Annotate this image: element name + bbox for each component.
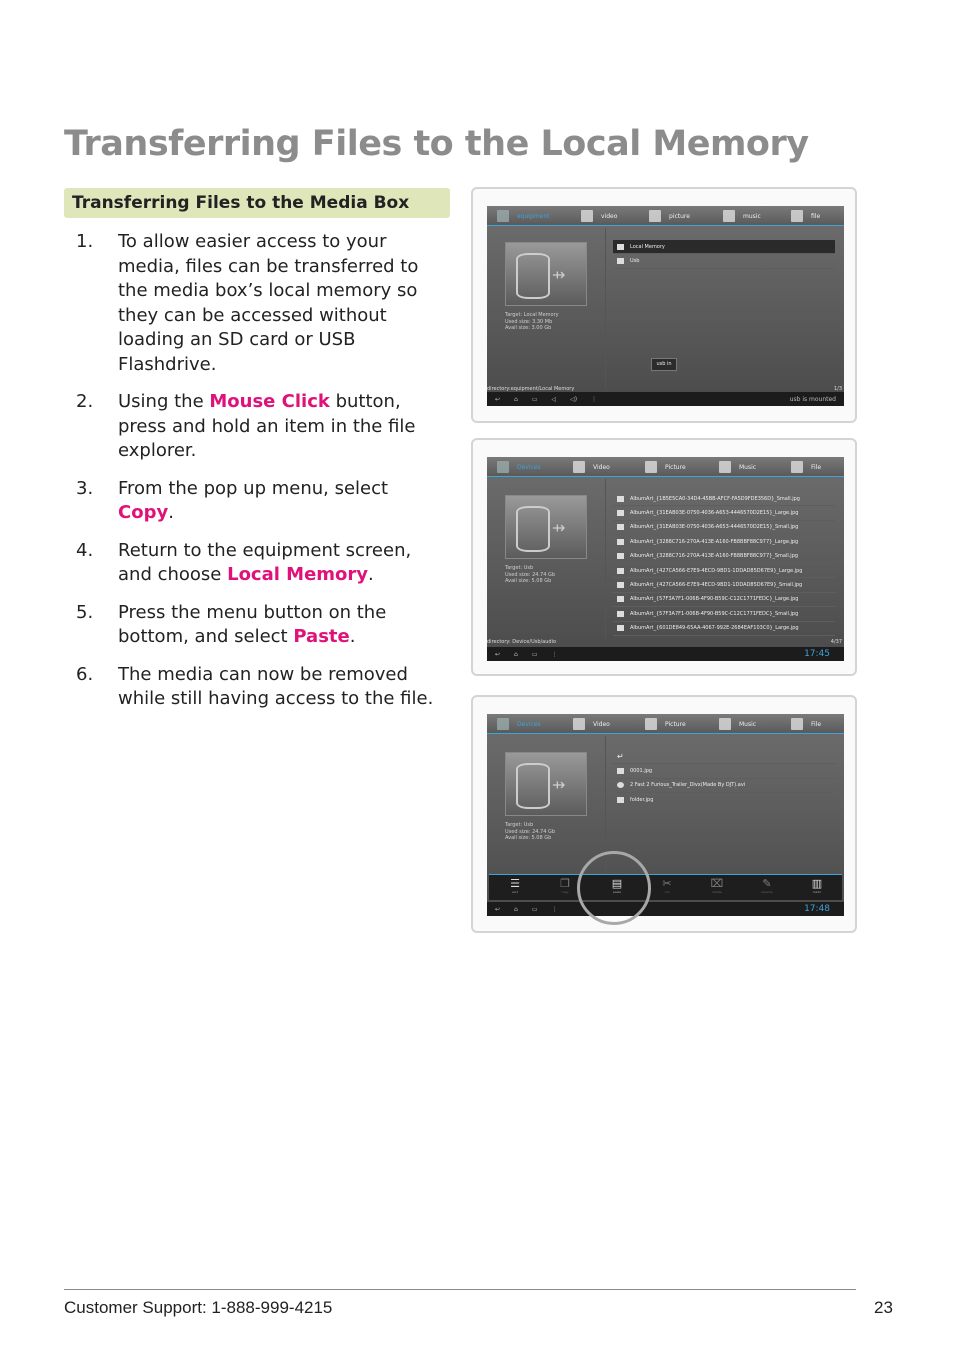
- pencil-icon: ✎: [762, 877, 772, 890]
- step-text-end: .: [168, 502, 174, 523]
- step-number: 1.: [76, 231, 94, 252]
- image-file-icon: [617, 797, 624, 803]
- image-file-icon: [617, 496, 624, 502]
- file-list: [613, 492, 835, 636]
- tab-video[interactable]: video: [581, 206, 617, 226]
- image-file-icon: [617, 611, 624, 617]
- paste-menu-screen: [487, 714, 844, 916]
- cut-button[interactable]: ✂ cut: [662, 877, 672, 894]
- recent-apps-icon[interactable]: ▭: [531, 395, 538, 403]
- step-number: 4.: [76, 539, 94, 561]
- sd-card-icon: [617, 244, 624, 250]
- tab-equipment[interactable]: equipment: [497, 206, 549, 226]
- step-text: Return to the equipment screen, and choose: [118, 539, 412, 585]
- sort-button[interactable]: ☰ sort: [510, 877, 520, 894]
- list-item[interactable]: AlbumArt_{3288C716-270A-413E-A160-FB8BBF88C977}_Large.jpg: [613, 535, 835, 549]
- page-title: Transferring Files to the Local Memory: [64, 124, 809, 164]
- usb-status: usb is mounted: [789, 395, 836, 403]
- usb-database-icon: [505, 242, 587, 306]
- tab-picture[interactable]: Picture: [645, 714, 686, 734]
- paste-icon: ▤: [611, 877, 623, 890]
- grid-icon: [791, 210, 803, 222]
- step-text: Using the: [118, 391, 210, 412]
- step-text-end: button, press and hold an item in the file explorer.: [118, 391, 416, 461]
- back-icon[interactable]: ↩: [495, 905, 501, 913]
- recent-apps-icon[interactable]: ▭: [531, 650, 538, 658]
- file-action-menu: [489, 874, 842, 900]
- step-highlight: Paste: [293, 626, 350, 647]
- volume-down-icon[interactable]: ◁: [551, 395, 557, 403]
- list-item[interactable]: 0001.jpg: [613, 764, 835, 778]
- picture-icon: [645, 718, 657, 730]
- tab-music[interactable]: Music: [719, 714, 756, 734]
- image-file-icon: [617, 510, 624, 516]
- image-file-icon: [617, 768, 624, 774]
- device-list: [613, 240, 835, 269]
- volume-up-icon[interactable]: ◁): [570, 395, 578, 403]
- list-item[interactable]: AlbumArt_{31EAB03E-0750-4036-A653-4446570D2E15}_Large.jpg: [613, 506, 835, 520]
- tab-picture[interactable]: picture: [649, 206, 690, 226]
- image-file-icon: [617, 625, 624, 631]
- list-item[interactable]: AlbumArt_{1B5E5CA0-34D4-45BB-AFCF-FA5D9FDE356D}_Small.jpg: [613, 492, 835, 506]
- tab-music[interactable]: Music: [719, 457, 756, 477]
- step-highlight: Copy: [118, 502, 169, 523]
- menu-icon[interactable]: ⋮: [591, 395, 598, 403]
- storage-info: Target: Usb Used size: 24.74 Gb Avail size: 5.08 Gb: [505, 565, 556, 584]
- step-text-end: .: [349, 626, 356, 647]
- image-file-icon: [617, 582, 624, 588]
- film-icon: [573, 718, 585, 730]
- database-icon: [497, 210, 509, 222]
- tab-bar: [487, 457, 844, 477]
- status-clock: 17:48: [804, 904, 830, 914]
- usb-icon: [617, 258, 624, 264]
- music-icon: [719, 461, 731, 473]
- page-number: 23: [874, 1298, 893, 1317]
- home-icon[interactable]: ⌂: [514, 905, 518, 913]
- home-icon[interactable]: ⌂: [514, 650, 518, 658]
- database-icon: [497, 461, 509, 473]
- section-header: [64, 188, 450, 218]
- highlight-circle: [577, 851, 651, 925]
- tab-music[interactable]: music: [723, 206, 761, 226]
- tab-video[interactable]: Video: [573, 714, 610, 734]
- new-folder-icon: ▥: [811, 877, 823, 890]
- video-file-icon: [617, 782, 624, 788]
- image-file-icon: [617, 524, 624, 530]
- tab-file[interactable]: file: [791, 206, 820, 226]
- list-item[interactable]: AlbumArt_{601DE849-65AA-4067-992E-2684EAF103C0}_Large.jpg: [613, 622, 835, 636]
- screenshot-equipment: [471, 187, 857, 423]
- step-highlight: Local Memory: [227, 564, 369, 585]
- section-header-label: Transferring Files to the Media Box: [72, 193, 410, 213]
- tab-file[interactable]: File: [791, 714, 821, 734]
- system-nav-bar: [487, 902, 844, 916]
- menu-icon[interactable]: ⋮: [551, 650, 558, 658]
- step-text: Press the menu button on the bottom, and select: [118, 601, 387, 647]
- tab-bar: [487, 206, 844, 226]
- storage-info: Target: Usb Used size: 24.74 Gb Avail size: 5.08 Gb: [505, 822, 556, 841]
- step-4: [76, 539, 448, 588]
- usb-in-button[interactable]: usb in: [651, 358, 677, 371]
- mkdir-button[interactable]: ▥ mkdir: [811, 877, 823, 894]
- directory-path: directory: Device/Usb/audio 4/37: [487, 639, 842, 645]
- footer-divider: [64, 1289, 856, 1290]
- file-list: [613, 750, 835, 808]
- system-nav-bar: [487, 392, 844, 406]
- list-item[interactable]: Local Memory: [613, 240, 835, 254]
- step-number: 5.: [76, 601, 94, 623]
- step-2: [76, 390, 448, 464]
- recent-apps-icon[interactable]: ▭: [531, 905, 538, 913]
- list-item[interactable]: AlbumArt_{57F3A7F1-006B-4F90-B59C-C12C1771FEDC}_Large.jpg: [613, 593, 835, 607]
- tab-video[interactable]: Video: [573, 457, 610, 477]
- tab-file[interactable]: File: [791, 457, 821, 477]
- usb-audio-screen: [487, 457, 844, 661]
- list-item[interactable]: AlbumArt_{427CA566-E7E9-4ECD-9BD1-1DDAD85D67E9}_Large.jpg: [613, 564, 835, 578]
- back-icon[interactable]: ↩: [495, 395, 501, 403]
- copy-button[interactable]: ❐ copy: [560, 877, 570, 894]
- step-text: To allow easier access to your media, files can be transferred to the media box’s local memory so they can be accessed without loading an SD card or USB Flashdrive.: [118, 231, 419, 375]
- storage-info: Target: Local Memory Used size: 3.30 Mb Avail size: 3.00 Gb: [505, 312, 559, 331]
- equipment-screen: [487, 206, 844, 406]
- parent-folder-row[interactable]: [613, 750, 835, 764]
- home-icon[interactable]: ⌂: [514, 395, 518, 403]
- step-highlight: Mouse Click: [209, 391, 330, 412]
- list-item[interactable]: AlbumArt_{427CA566-E7E9-4ECD-9BD1-1DDAD85D67E9}_Small.jpg: [613, 578, 835, 592]
- step-5: [76, 601, 448, 650]
- step-6: [76, 663, 448, 712]
- tab-picture[interactable]: Picture: [645, 457, 686, 477]
- customer-support: Customer Support: 1-888-999-4215: [64, 1298, 333, 1317]
- film-icon: [573, 461, 585, 473]
- menu-icon[interactable]: ⋮: [551, 905, 558, 913]
- tab-bar: [487, 714, 844, 734]
- step-number: 3.: [76, 477, 94, 499]
- picture-icon: [649, 210, 661, 222]
- list-item[interactable]: AlbumArt_{31EAB03E-0750-4036-A653-4446570D2E15}_Small.jpg: [613, 521, 835, 535]
- step-3: [76, 477, 448, 526]
- list-item[interactable]: 2 Fast 2 Furious_Trailer_Divx(Made By DJT).avi: [613, 779, 835, 793]
- list-item[interactable]: folder.jpg: [613, 793, 835, 807]
- list-item[interactable]: Usb: [613, 254, 835, 268]
- grid-icon: [791, 718, 803, 730]
- copy-icon: ❐: [560, 877, 570, 890]
- list-item[interactable]: AlbumArt_{3288C716-270A-413E-A160-FB8BBF88C977}_Small.jpg: [613, 550, 835, 564]
- trash-icon: ⌧: [710, 877, 724, 890]
- scissors-icon: ✂: [662, 877, 672, 890]
- step-text: From the pop up menu, select: [118, 477, 389, 499]
- system-nav-bar: [487, 647, 844, 661]
- music-icon: [723, 210, 735, 222]
- usb-database-icon: [505, 495, 587, 559]
- screenshot-paste-menu: [471, 695, 857, 933]
- tab-devices[interactable]: Devices: [497, 714, 541, 734]
- delete-button[interactable]: ⌧ delete: [710, 877, 724, 894]
- film-icon: [581, 210, 593, 222]
- status-clock: 17:45: [804, 649, 830, 659]
- step-text: The media can now be removed while still having access to the file.: [118, 663, 434, 709]
- back-arrow-icon: ↵: [617, 752, 624, 762]
- rename-button[interactable]: ✎ rename: [761, 877, 773, 894]
- step-text-end: .: [368, 564, 374, 585]
- sort-icon: ☰: [510, 877, 520, 890]
- music-icon: [719, 718, 731, 730]
- paste-button[interactable]: ▤ paste: [611, 877, 623, 894]
- picture-icon: [645, 461, 657, 473]
- screenshot-usb-audio: [471, 438, 857, 676]
- grid-icon: [791, 461, 803, 473]
- step-number: 2.: [76, 391, 94, 412]
- image-file-icon: [617, 596, 624, 602]
- image-file-icon: [617, 568, 624, 574]
- divider: [605, 479, 606, 639]
- image-file-icon: [617, 553, 624, 559]
- step-1: [76, 230, 448, 377]
- usb-database-icon: [505, 752, 587, 816]
- tab-devices[interactable]: Devices: [497, 457, 541, 477]
- steps-list: [76, 230, 448, 725]
- back-icon[interactable]: ↩: [495, 650, 501, 658]
- directory-path: directory:equipment/Local Memory 1/3: [487, 386, 842, 392]
- list-item[interactable]: AlbumArt_{57F3A7F1-006B-4F90-B59C-C12C1771FEDC}_Small.jpg: [613, 607, 835, 621]
- step-number: 6.: [76, 663, 94, 685]
- divider: [605, 228, 606, 388]
- database-icon: [497, 718, 509, 730]
- image-file-icon: [617, 539, 624, 545]
